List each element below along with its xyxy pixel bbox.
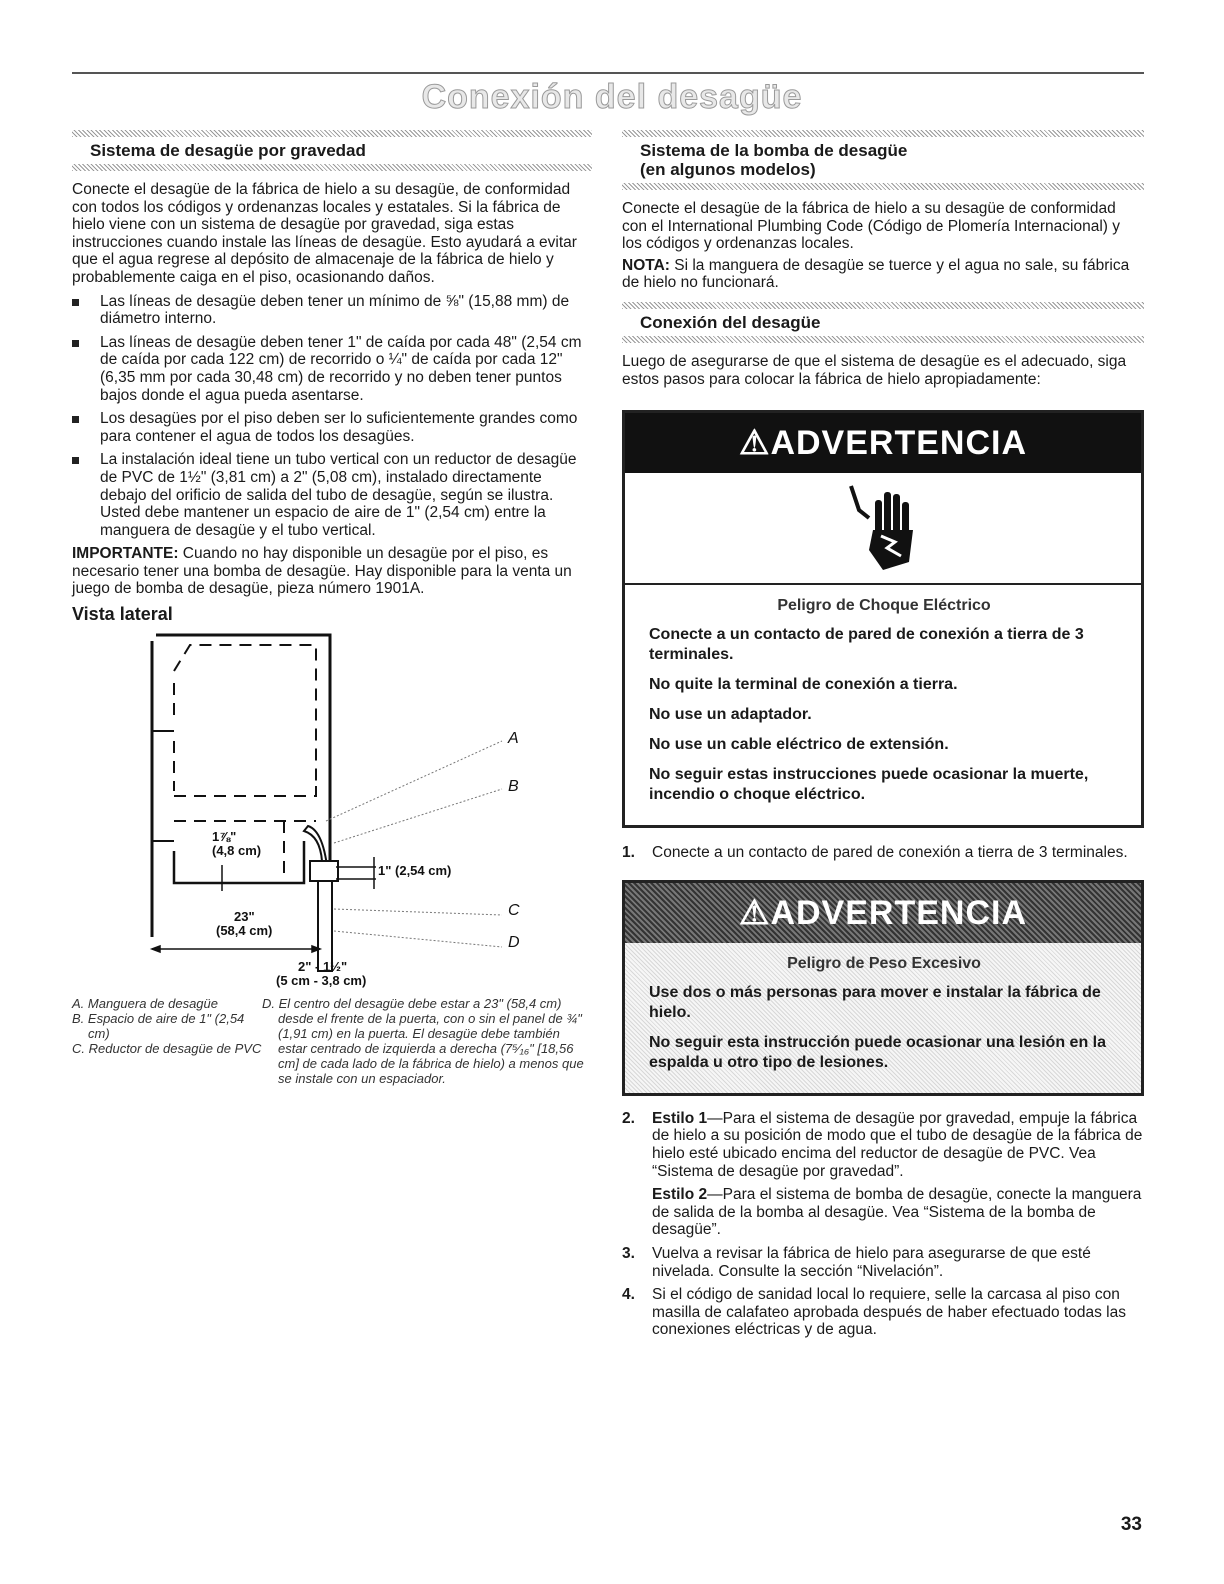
page-number: 33 — [1120, 1514, 1142, 1535]
warning-line: No quite la terminal de conexión a tierra. — [649, 676, 958, 694]
weight-warning-box — [622, 880, 1144, 1096]
section-divider — [622, 130, 1144, 137]
callout-a: A — [508, 730, 519, 748]
bullet-item: Las líneas de desagüe deben tener 1" de caída por cada 48" (2,54 cm de caída por cada 122 cm) de recorrido o ¼" de caída por cada 12" (6,35 mm por cada 30,48 cm) de recorrido y no deben tener puntos bajos donde el agua pueda asentarse. — [72, 334, 592, 404]
legend-item: B. Espacio de aire de 1" (2,54 cm) — [72, 1011, 245, 1042]
warning-line: No seguir esta instrucción puede ocasionar una lesión en la espalda u otro tipo de lesiones. — [649, 1033, 1107, 1071]
side-view-diagram — [72, 631, 592, 991]
page-title: Conexión del desagüe — [421, 78, 803, 116]
legend-item: C. Reductor de desagüe de PVC — [72, 1041, 262, 1057]
warning-caption: Peligro de Choque Eléctrico — [777, 597, 991, 615]
nota-paragraph — [622, 257, 1144, 292]
section-divider — [72, 130, 592, 137]
step-item — [622, 1286, 1144, 1339]
warning-caption: Peligro de Peso Excesivo — [787, 954, 981, 972]
section-divider — [622, 183, 1144, 190]
left-column — [72, 130, 592, 1086]
section-divider — [622, 302, 1144, 309]
importante-label: IMPORTANTE: — [72, 545, 179, 563]
dim-label: 1" (2,54 cm) — [378, 863, 452, 879]
steps-list-1 — [622, 844, 1144, 862]
step-style-label: Estilo 2 — [652, 1186, 708, 1204]
step-text: —Para el sistema de desagüe por gravedad, empuje la fábrica de hielo a su posición de modo que el tubo de desagüe de la fábrica de hielo esté ubicado encima del reductor de desagüe de PVC. Vea “Sistema de desagüe por gravedad”. — [652, 1109, 1143, 1180]
callout-c: C — [508, 902, 520, 920]
pump-heading-line2: (en algunos modelos) — [640, 160, 816, 179]
step-number: 4. — [622, 1286, 635, 1304]
callout-b: B — [508, 778, 519, 796]
legend-item: A. Manguera de desagüe — [72, 996, 218, 1012]
warning-line: No use un cable eléctrico de extensión. — [649, 736, 949, 754]
gravity-bullets — [72, 293, 592, 540]
legend-item: D. El centro del desagüe debe estar a 23" (58,4 cm) desde el frente de la puerta, con o sin el panel de ¾" (1,91 cm) en la puerta. El desagüe debe también estar centrado de izquierda a derecha (7⁵⁄₁₆" [18,56 cm] de cada lado de la fábrica de hielo) a menos que se instale con un espaciador. — [262, 996, 584, 1087]
dim-label: 23" — [234, 909, 255, 925]
warning-line: Conecte a un contacto de pared de conexión a tierra de 3 terminales. — [649, 626, 1084, 664]
dim-label: (58,4 cm) — [216, 923, 273, 939]
importante-text: Cuando no hay disponible un desagüe por el piso, es necesario tener una bomba de desagüe. Hay disponible para la venta un juego de bomba de desagüe, pieza número 1901A. — [72, 545, 572, 598]
nota-label: NOTA: — [622, 256, 670, 274]
electric-shock-icon — [625, 473, 1141, 585]
bullet-item: Los desagües por el piso deben ser lo suficientemente grandes como para contener el agua de todos los desagües. — [72, 410, 592, 445]
dim-label: (5 cm - 3,8 cm) — [276, 973, 367, 989]
step-text: Vuelva a revisar la fábrica de hielo para asegurarse de que esté nivelada. Consulte la sección “Nivelación”. — [652, 1244, 1091, 1280]
pump-heading — [640, 141, 1144, 179]
warning-header — [625, 883, 1141, 943]
pump-text: Conecte el desagüe de la fábrica de hielo a su desagüe de conformidad con el International Plumbing Code (Código de Plomería Internacional) y los códigos y ordenanzas locales. — [622, 200, 1121, 253]
step-number: 1. — [622, 844, 635, 862]
bullet-item: La instalación ideal tiene un tubo vertical con un reductor de desagüe de PVC de 1½" (3,81 cm) a 2" (5,08 cm), instalado directamente debajo del orificio de salida del tubo de desagüe, según se ilustra. Usted debe mantener un espacio de aire de 1" (2,54 cm) entre la manguera de desagüe y el tubo vertical. — [72, 451, 592, 539]
right-column — [622, 130, 1144, 1345]
step-number: 3. — [622, 1244, 635, 1262]
callout-lines — [326, 741, 502, 947]
warning-header — [625, 413, 1141, 473]
warning-line: Use dos o más personas para mover e instalar la fábrica de hielo. — [649, 983, 1101, 1021]
warning-title: ADVERTENCIA — [770, 893, 1028, 932]
warning-triangle-icon: ⚠ — [738, 893, 771, 932]
dim-label: (4,8 cm) — [212, 843, 262, 859]
section-divider — [72, 164, 592, 171]
warning-body — [625, 943, 1141, 1093]
conexion-heading: Conexión del desagüe — [640, 312, 821, 332]
step-item — [622, 1110, 1144, 1180]
warning-triangle-icon: ⚠ — [738, 424, 771, 463]
callout-d: D — [508, 934, 520, 952]
step-item — [622, 1186, 1144, 1239]
diagram-legend — [72, 996, 592, 1086]
top-rule — [72, 72, 1144, 74]
nota-text: Si la manguera de desagüe se tuerce y el agua no sale, su fábrica de hielo no funcionará. — [622, 256, 1130, 292]
steps-list-2 — [622, 1110, 1144, 1339]
dim-label: 2" - 1½" — [298, 959, 348, 975]
step-number: 2. — [622, 1109, 635, 1127]
electric-warning-box — [622, 410, 1144, 828]
step-text: —Para el sistema de bomba de desagüe, conecte la manguera de salida de la bomba al desagüe. Vea “Sistema de la bomba de desagüe”. — [652, 1186, 1142, 1239]
gravity-heading: Sistema de desagüe por gravedad — [90, 141, 366, 160]
vista-lateral-label: Vista lateral — [72, 604, 173, 625]
step-item — [622, 1245, 1144, 1280]
ice-maker-outline — [156, 635, 330, 931]
step-item — [622, 844, 1144, 862]
warning-line: No seguir estas instrucciones puede ocasionar la muerte, incendio o choque eléctrico. — [649, 766, 1089, 804]
step-text: Si el código de sanidad local lo requiere, selle la carcasa al piso con masilla de calafateo aprobada después de haber efectuado todas las conexiones eléctricas y de agua. — [652, 1286, 1126, 1339]
gravity-intro: Conecte el desagüe de la fábrica de hielo a su desagüe, de conformidad con todos los códigos y ordenanzas locales y estatales. Si la fábrica de hielo viene con un sistema de desagüe por gravedad, siga estas instrucciones cuando instale las líneas de desagüe. Esto ayudará a evitar que el agua regrese al depósito de almacenaje de la fábrica de hielo y probablemente caiga en el piso, ocasionando daños. — [72, 181, 577, 286]
warning-title: ADVERTENCIA — [770, 424, 1028, 463]
conexion-text: Luego de asegurarse de que el sistema de desagüe es el adecuado, siga estos pasos para colocar la fábrica de hielo apropiadamente: — [622, 352, 1127, 388]
step-style-label: Estilo 1 — [652, 1109, 708, 1127]
step-text: Conecte a un contacto de pared de conexión a tierra de 3 terminales. — [652, 844, 1128, 862]
importante-paragraph — [72, 545, 592, 598]
dim-label: 1⅞" — [212, 829, 237, 845]
warning-line: No use un adaptador. — [649, 706, 812, 724]
warning-body — [625, 585, 1141, 825]
section-divider — [622, 336, 1144, 343]
pump-heading-line1: Sistema de la bomba de desagüe — [640, 141, 908, 160]
bullet-item: Las líneas de desagüe deben tener un mínimo de ⅝" (15,88 mm) de diámetro interno. — [72, 293, 592, 328]
